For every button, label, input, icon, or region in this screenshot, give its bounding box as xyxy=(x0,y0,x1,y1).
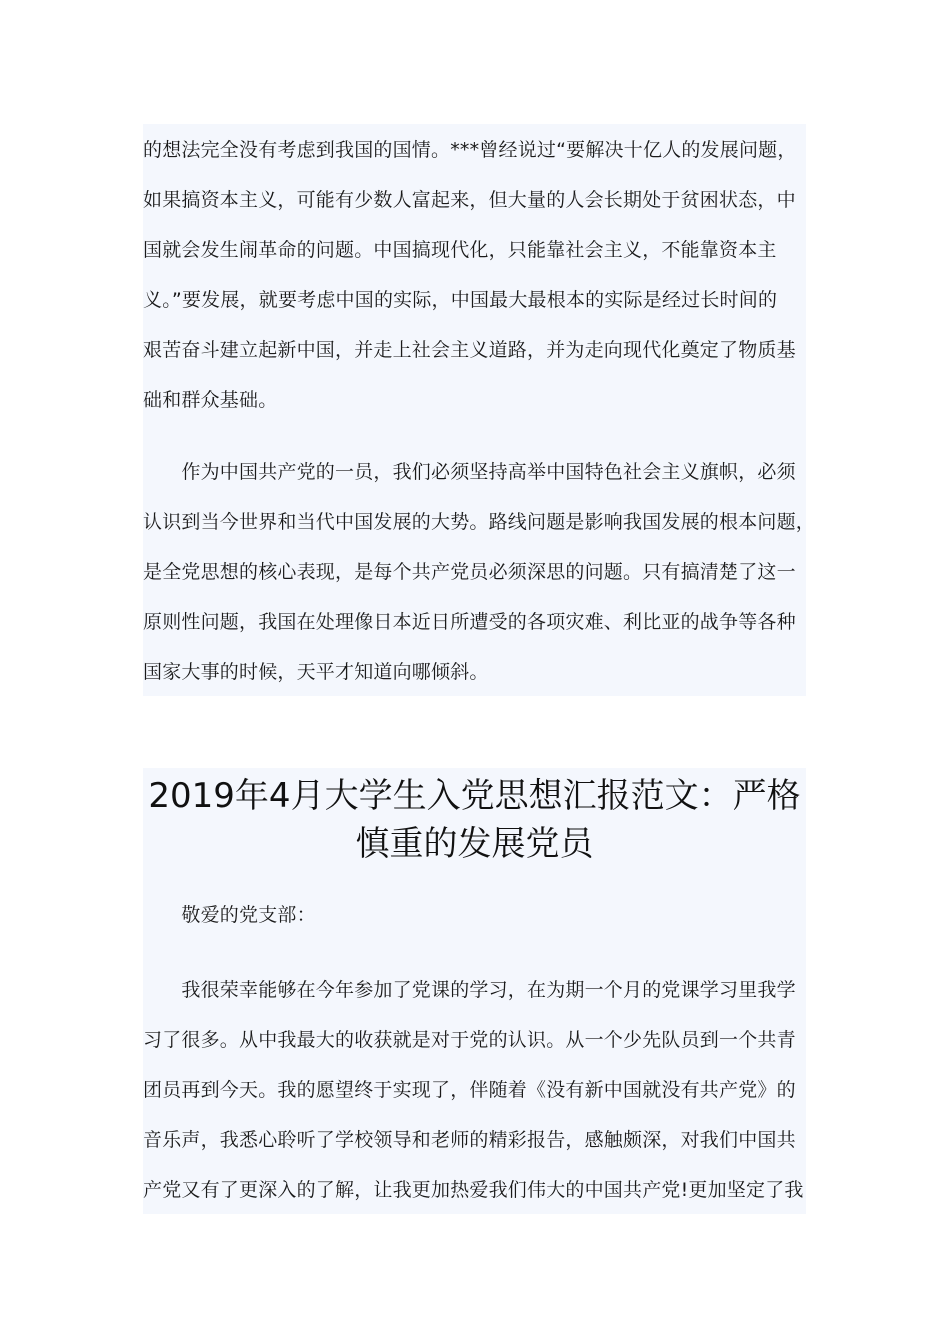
salutation-text: 敬爱的党支部： xyxy=(143,904,316,926)
text-line: 我很荣幸能够在今年参加了党课的学习，在为期一个月的党课学习里我学 xyxy=(143,979,796,1001)
paragraph-party-member xyxy=(143,447,816,697)
text-line: 义。”要发展，就要考虑中国的实际，中国最大最根本的实际是经过长时间的 xyxy=(143,289,778,311)
title-line: 慎重的发展党员 xyxy=(355,824,594,864)
text-line: 国就会发生闹革命的问题。中国搞现代化，只能靠社会主义，不能靠资本主 xyxy=(143,239,777,261)
paragraph-party-class xyxy=(143,965,806,1215)
text-line: 是全党思想的核心表现，是每个共产党员必须深思的问题。只有搞清楚了这一 xyxy=(143,561,796,583)
text-line: 团员再到今天。我的愿望终于实现了，伴随着《没有新中国就没有共产党》的 xyxy=(143,1079,796,1101)
text-line: 的想法完全没有考虑到我国的国情。***曾经说过“要解决十亿人的发展问题， xyxy=(143,139,797,161)
text-line: 音乐声，我悉心聆听了学校领导和老师的精彩报告，感触颇深，对我们中国共 xyxy=(143,1129,796,1151)
text-line: 国家大事的时候，天平才知道向哪倾斜。 xyxy=(143,661,489,683)
text-line: 习了很多。从中我最大的收获就是对于党的认识。从一个少先队员到一个共青 xyxy=(143,1029,796,1051)
text-line: 如果搞资本主义，可能有少数人富起来，但大量的人会长期处于贫困状态，中 xyxy=(143,189,796,211)
text-line: 础和群众基础。 xyxy=(143,389,278,411)
title-line: 2019年4月大学生入党思想汇报范文：严格 xyxy=(148,776,801,816)
text-line: 产党又有了更深入的了解，让我更加热爱我们伟大的中国共产党!更加坚定了我 xyxy=(143,1179,804,1201)
text-line: 作为中国共产党的一员，我们必须坚持高举中国特色社会主义旗帜，必须 xyxy=(143,461,796,483)
article-title xyxy=(143,772,806,868)
text-line: 艰苦奋斗建立起新中国，并走上社会主义道路，并为走向现代化奠定了物质基 xyxy=(143,339,796,361)
salutation xyxy=(143,890,806,940)
text-line: 原则性问题，我国在处理像日本近日所遭受的各项灾难、利比亚的战争等各种 xyxy=(143,611,796,633)
paragraph-quote xyxy=(143,125,806,425)
text-line: 认识到当今世界和当代中国发展的大势。路线问题是影响我国发展的根本问题， xyxy=(143,511,816,533)
